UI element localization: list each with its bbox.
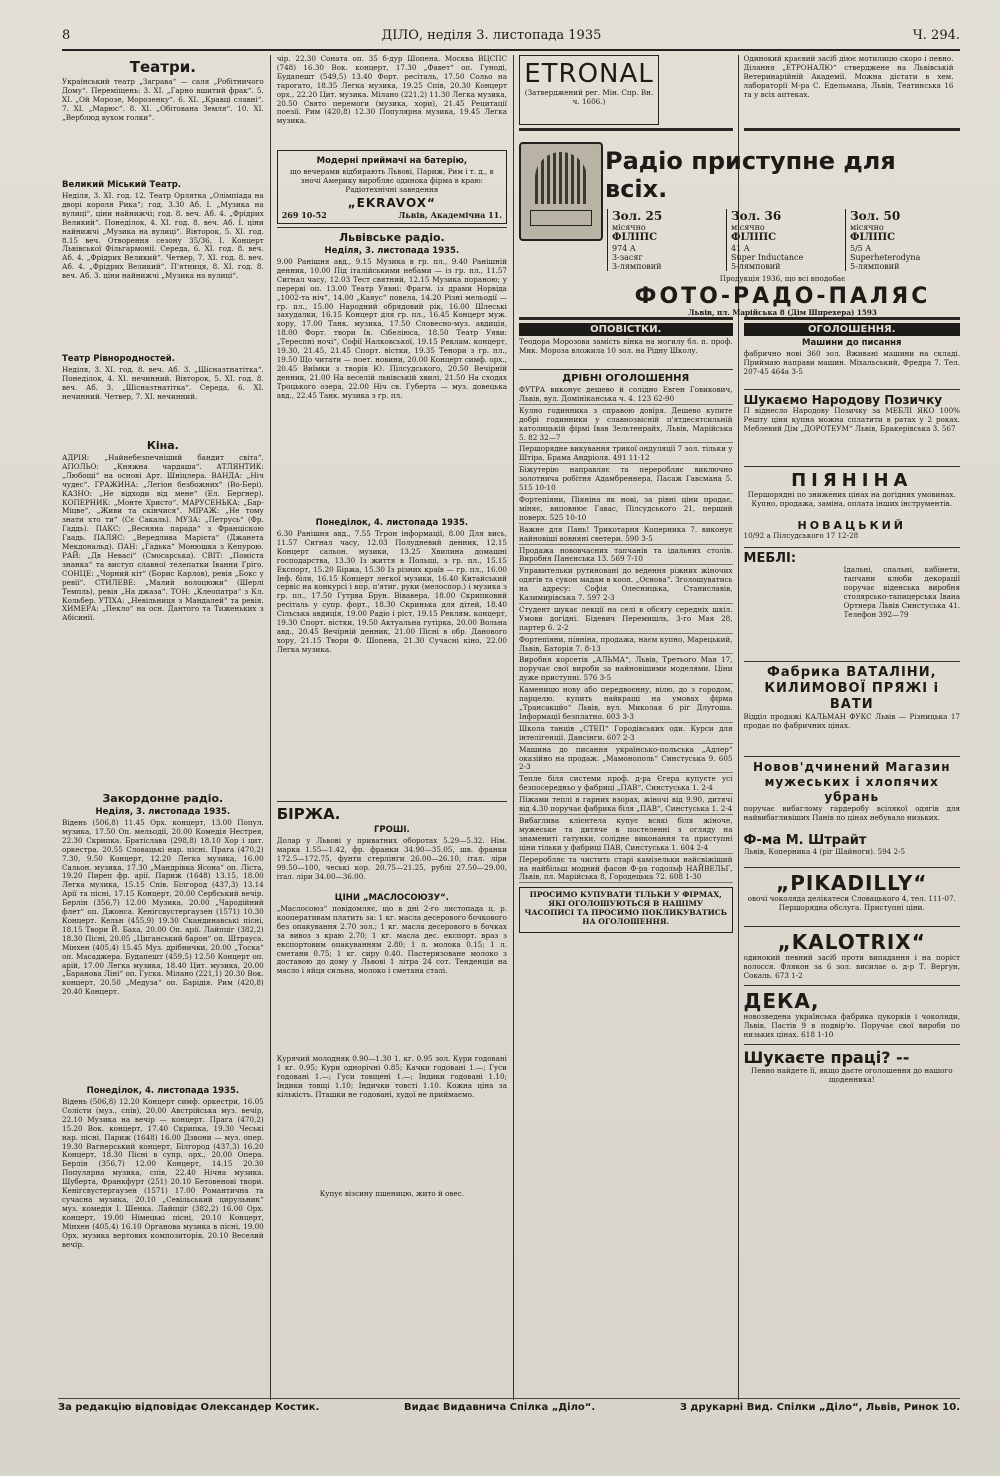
- job-text: Певно найдете її, якщо даєте оголошення до нашого щоденника!: [750, 1067, 953, 1084]
- variety-heading: Театр Рівнородностей.: [62, 354, 175, 364]
- radio-option: [726, 209, 841, 271]
- masthead-line: ДІЛО, неділя 3. листопада 1935: [381, 28, 602, 43]
- etronal-ad: [519, 55, 733, 125]
- ekravox-title: Модерні приймачі на батерію,: [316, 156, 468, 166]
- radio-option-line1: Super Inductance: [731, 253, 804, 262]
- small-ad: Каменицю нову або передвоєнну, вілю, до з городом, парцелю. купить найкращі на умовах фірма „Трансакцйо“ Львів, вул. Миколая 6 ріг Длугоша. Інформації безплатно. 603 3-3: [518, 686, 733, 721]
- deka-text: новозведена українська фабрика цукорків і чоколяди, Львів, Пастів 9 в подвір'ю. Поручає свої вироби по низьких цінах. 618 1-10: [743, 1013, 960, 1039]
- small-ad: Важне для Пань! Трикотарня Коперника 7. виконує найновіші вовняні светери. 590 3-5: [518, 525, 733, 543]
- ekravox-ad: [277, 150, 507, 224]
- radio-ad-content: [515, 147, 960, 329]
- small-ad: Школа танців „СТЕП“ Городівських оди. Курси для інтелігенції. Дансінги. 607 2-3: [518, 724, 733, 742]
- radio-option-model: 41 A: [731, 244, 750, 253]
- ekravox-brand: „EKRAVOX“: [347, 196, 436, 210]
- foreign-monday-text: Відень (506,8) 12.20 Концерт симф. оркестри, 16.05 Солісти (муз., спів), 20.00 Австрійська муз. вечір, 22.10 Музика на вечір — концерт. Прага (470,2) 15.20 Вок. концерт, 17.40 Скрипка, 19.30 Чеські нар. пісні, Париж (1648) 16.00 Дзвони — муз. опер. 19.30 Вагнерський концерт, Білгород (437,3) 16.20 Концерт, 18.30 Пісні в супр. орх., 20.00 Опера. Берлін (356,7) 12.00 Концерт, 14.15 20.30 Популярна музика, спів, 22.40 Нічна музика. Шуберта, Франкфурт (251) 20.10 Бетовенові твори. Кенігсвустергаузен (1571) 17.00 Романтична та сучасна музика, 20.10 „Севільський цирульник“ муз. комедія І. Шенка. Лайпціг (382,2) 16.00 Орх. концерт, 19.00 Німецькі пісні, 20.10 Концерт, Мінхен (405,4) 16.10 Органова музика в пісні, 19.00 Орх. музика вертових композиторів, 20.10 Веселий вечір.: [62, 1098, 264, 1249]
- small-ad: Кулно годинника з справою довіря. Дешево купите добрі годинники у славнозвісній п'ятдесятсильній католицькій фірмі Івав Зельтенрайх, Львів, Марійська 5. 82 32—7: [518, 406, 733, 442]
- job-heading: Шукаєте праці? --: [743, 1048, 910, 1067]
- notices-text: Теодора Морозова замість вінка на могилу бл. п. проф. Мик. Мороза вложила 10 зол. на Рідну Школу.: [518, 338, 733, 355]
- etronal-logo: ETRONAL: [524, 59, 654, 89]
- radio-option-price: Зол. 25: [612, 209, 663, 223]
- loan-text: П віднесло Народову Позичку за МЕБЛІ ЯКО 100% Решту ціни купна можна сплатити в ратах у 2 роках. Меблевий Дім „ДОРОТЕУМ“ Львів, Бракерівська 3. 567: [743, 407, 960, 433]
- lviv-monday-text: 6.30 Ранішня авд., 7.55 Тгрон інформації, 8.00 Для вись, 11.57 Сигнал часу, 12.03 Полудневий денник, 12.15 Концерт сальон. музики, 13.25 Хвилина домашні господарства, 13.30 Із життя в Польщі, з гр. пл., 15.15 Експорт, 15.20 Біржа, 15.30 Із різних країв — гр. пл., 16.00 Інф. біля, 16.15 Концерт легкої музики, 16.40 Китайський сервіс на конкурсі і впр. п'ятиг. руки (мелоспор.) і музика з гр. пл., 17.50 Гутрва Брун. Вівавера, 18.00 Скрипковий ресіталь у супр. форт., 18.30 Скринька для дітей, 18.40 Сільська авдиція, 19.00 Радіо і ріст, 19.15 Реклям. концерт, 19.30 Спорт. вістки, 19.50 Актуальна гутірка, 20.00 Вольна авд., 20.45 Вечірній денник, 21.00 Пісні в обр. Данового хору, 21.15 Твори Ф. Шопена, 21.30 Сучасні кіно, 22.00 Легка музика.: [276, 530, 507, 654]
- wool-text: Відділ продажі КАЛЬМАН ФУКС Львів — Різницька 17 продає по фабричних цінах.: [743, 713, 960, 730]
- small-ad: Піжами теплі в гарних взорах, жіночі від 9.90, дитячі від 4.30 поручає фабрика біля „ПАВ“, Синстуська 1. 2-4: [518, 796, 733, 814]
- exchange-sub: ГРОШІ.: [373, 825, 410, 835]
- prices-text: „Маслосоюз“ повідомляє, що в дні 2-го листопада ц. р. кооперативам платить за: 1 кг. масла десерового бочкового без опакування 2.70 зол.; 1 кг. масла десерового в бочках за вивоз з краю 2.70; 1 кг. масла дес. експорт. враз з експортовим опакуванням 2.80; 1 л. молока 0.15; 1 л. сметани 0.75; 1 кг. сиру 0.40. Пастеризоване молоко з доставою до дому у Львові 1 літра 24 сот. Тенденція на масло і яйця сильна, молоко і сметана сталі.: [276, 905, 507, 976]
- column-1: [62, 55, 271, 1400]
- foreign-sunday-heading: Неділя, 3. листопада 1935.: [95, 807, 231, 817]
- announce-heading: ОГОЛОШЕННЯ.: [744, 323, 960, 336]
- pianos-firm: НОВАЦЬКИЙ: [797, 519, 906, 532]
- radio-option-brand: ФІЛІПС: [731, 232, 777, 243]
- issue-number: Ч. 294.: [912, 28, 960, 43]
- foreign-sunday-text: Відень (506,8) 11.45 Орх. концерт, 13.00 Попул. музика, 17.50 Оп. мельодії, 20.00 Комедія Нестрея, 22.30 Скрипка. Братіслава (298,8) 18.10 Хор і цит. оркестра. 20.55 Словацькі нар. пісні. Прага (470,2) 7.30, 9.50 Концерт, 12.20 Легка музика, 16.00 Сальон. музика, 17.30 „Мандрівка Ясона“ оп. Ліста, 19.20 Пиреп фр. арії. Париж (1648) 13.15, 18.00 Легка музика, 15.15 Спів. Білгород (437,3) 13.14 Арії та пісні, 17.15 Концерт, 20.00 Сербський вечір. Берлін (356,7) 12.00 Музика, 20.00 „Чародійний флет“ оп. Джонса. Кенігсвустергаузен (1571) 10.30 Концерт. Кельн (455,9) 19.30 Скандинавські пісні, 18.15 Твори Й. Баха, 20.00 Оп. арії. Лайпціг (382,2) 18.30 Пісні, 20.05 „Циганський барон“ оп. Штрауса. Мінхен (405,4) 15.45 Муз. дрібнички, 20.00 „Тоска“ оп. Масаджера. Будапешт (459,5) 12.50 Концерт оп. арій, 17.00 Легка музика, 18.40 Цит. музика, 20.00 „Баранова Ліні“ оп. Гуска. Мілано (221,1) 20.30 Вок. концерт, 20.50 „Медуза“ оп. Барідія. Рим (420,8) 20.40 Концерт.: [62, 819, 264, 997]
- foreign-monday-heading: Понеділок, 4. листопада 1935.: [86, 1086, 240, 1096]
- kalotrix-heading: „KALOTRIX“: [777, 930, 926, 954]
- exchange-heading: БІРЖА.: [276, 805, 341, 823]
- pianos-text: Першорядні по знижених цінах на догідних умовинах. Купно, продажа, заміна, оплата інших інструментів.: [747, 491, 956, 508]
- pianos-address: 10/92 а Пілсудського 17 12-28: [743, 532, 859, 540]
- theater-zagrava: Український театр „Заграва“ — саля „Робітничого Дому“. Переміщень: 3. XI. „Гарно вшитий фрак“. 5. XI. „Ой Морозе, Морозенку“. 6. XI. „Кравці славні“. 7. XI. „Марюс“. 8. XI. „Обітована Земля“. 10. XI. „Верблюд вухом голки“.: [62, 78, 264, 122]
- footer-editor: За редакцію відповідає Олександер Костик.: [58, 1402, 320, 1413]
- small-ads-list: [519, 386, 733, 883]
- shop-text: поручає вибаглому гардеробу всілякої одягів для найвибагливіших Панів по цінах небувало низьких.: [743, 805, 960, 822]
- radio-option-brand: ФІЛІПС: [850, 232, 896, 243]
- small-ad: Першорядне викування трикої ондуляції 7 зол. тільки у Штіра, Брама Андріоля. 491 11-12: [518, 445, 733, 463]
- small-ad: Виробня корсетів „АЛЬМА“, Львів, Третього Мая 17, поручає свої вироби за найновішими моделями. Ціни дуже приступні. 576 3-5: [518, 656, 733, 683]
- loan-heading: Шукаємо Народову Позичку: [743, 393, 943, 407]
- small-ad: Фортепіяни, Піяніна як нові, за рівні ціни продає, міняє, виповнює Гавас, Пілсудського 21, перший поверх. 525 10-10: [518, 495, 733, 522]
- variety-text: Неділя, 3. XI. год. 8. веч. Аб. 3. „Шісназтнатітка“. Понеділок, 4. XI. нечинний. Вівторок, 5. XI. год. 8. веч. Аб. 3. „Шісназтнатітка“. Середа, 6. XI. нечинний. Четвер, 7. XI. нечинний.: [62, 366, 264, 401]
- radio-option-label: місячно: [612, 223, 646, 232]
- small-ad: Біжутерію направляє та переробляє виключно золотнича робітня Адамбреннера, Пасаж Гавсмана 5. 515 10-10: [518, 466, 733, 493]
- exchange-text: Долар у Львові у приватних оборотах 5.29—5.32. Нім. марка 1.55—1.42, фр. франки 34.90—35.05, шв. франки 172.5—172.75, фунти стерлінги 26.00—26.10, італ. ліри 99.50—100, чеські кор. 20.75—21.25, рублі 27.50—29.00, італ. ліри 34.00—36.00.: [276, 837, 507, 881]
- cinema-heading: Кіна.: [146, 439, 179, 452]
- small-ad: Продажа нововчасних тапчанів та ідальних столів. Виробня Панєнська 13. 569 7-10: [518, 546, 733, 564]
- footer-printer: З друкарні Вид. Спілки „Діло“, Львів, Ринок 10.: [679, 1402, 960, 1413]
- radio-option-price: Зол. 36: [731, 209, 782, 223]
- radio-option-label: місячно: [731, 223, 765, 232]
- photo-radio-address: Львів, пл. Марійська 8 (Дім Шпрехера) 1593: [688, 308, 877, 317]
- page-number: 8: [62, 28, 71, 43]
- pikadilly-heading: „PIKADILLY“: [776, 871, 928, 895]
- radio-option: [607, 209, 722, 271]
- furniture-text: Їдальні, спальні, кабінети, тапчани клюби декорації поручає віденська виробня столярсько-тапицерська Івана Ортнера Львів Синстуська 41. Телефон 392—79: [843, 566, 960, 619]
- column-2: [271, 55, 514, 1400]
- ekravox-address: Львів, Академічна 11.: [398, 210, 502, 220]
- foreign-radio-heading: Закордонне радіо.: [102, 792, 224, 805]
- great-city-text: Неділя, 3. XI. год. 12. Театр Орлятка „Олімпіада на дворі короля Рика“; год. 3.30 Аб. І. „Музика на вулиці“, ціни найнижчі; год. 8. веч. Аб. 4. „Фрідрих Великий“. Понеділок, 4. XI. год. 8. веч. Аб. І. ціни найнижчі „Музика на вулиці“. Вівторок, 5. XI. год. 8.15 веч. Отворення сезону 35/36, І. Концерт Львівської Фільгармонії. Середа, 6. XI. год. 8. веч. Аб. 4. „Фрідрих Великий“. Четвер, 7. XI. год. 8. веч. Аб. 4. „Фрідрих Великий“. П'ятниця, 8. XI. год. 8. веч. Аб. 3. ціни найнижчі „Музика на вулиці“.: [62, 192, 264, 281]
- lviv-sunday-text: 9.00 Ранішня авд., 9.15 Музика в гр. пл., 9.40 Ранішній денник, 10.00 Під італійськими небами — із гр. пл., 11.57 Сигнал часу, 12.03 Тест святний, 12.15 Музика пораною; у перерві оп. 13.00 Театр Уявні: Фрагм. із драми Норвіда „1002-та ніч“, 14.00 „Каяус“ повела, 14.20 Різні мельодії — гр. пл., 15.00 Народний обрядовий рік, 16.00 Шлеські захудалки, 16.15 Концерт для гр. пл., 16.45 Концерт муж. хору, 17.00 Танк. музика, 17.50 Словесно-муз. авдиція, 18.00 Форт. твори Ів. Сібеліюса, 18.50 Театр Уяви: „Тереспні ночі“, Софії Налковської, 19.15 Реклам. концерт, 19.30, 21.45, 21.45 Спорт. вістки, 19.35 Тенори з гр. пл., 19.50 Що читати — поет. новини, 20.00 Концерт симф. орх., 20.45 Виїмки з творів Ю. Пілсудського, 20.50 Вечірній денник, 21.00 На веселій львівській хвилі, 21.50 На сходах Троцького озера, 22.00 Ніч св. Губерта — муз. довецька авд., 22.45 Танк. музика з гр. пл.: [276, 258, 507, 400]
- prices-heading: ЦІНИ „МАСЛОСОЮЗУ“.: [334, 893, 449, 903]
- shop-address: Львів, Коперника 4 (ріг Шайноги). 594 2-5: [743, 848, 906, 856]
- radio-headline: Радіо приступне для всіх.: [605, 147, 896, 203]
- small-ads-heading: ДРІБНІ ОГОЛОШЕННЯ: [562, 373, 690, 384]
- footer-publisher: Видає Видавнича Спілка „Діло“.: [404, 1402, 596, 1413]
- notices-heading: ОПОВІСТКИ.: [519, 323, 733, 336]
- plea-text: ПРОСИМО КУПУВАТИ ТІЛЬКИ У ФІРМАХ, ЯКІ ОГОЛОШУЮТЬСЯ В НАШІМУ ЧАСОПИСІ ТА ПРОСИМО ПОКЛИКУВАТИСЬ НА ОГОЛОШЕННЯ.: [524, 891, 728, 927]
- etronal-registration: (Затверджений рег. Мін. Спр. Вн. ч. 1606.): [524, 89, 654, 106]
- theaters-heading: Театри.: [129, 58, 196, 76]
- radio-option-line2: 5-лямповий: [731, 262, 781, 271]
- pianos-heading: ПІЯНІНА: [791, 470, 913, 491]
- lviv-radio-heading: Львівське радіо.: [339, 231, 445, 244]
- radio-option-label: місячно: [850, 223, 884, 232]
- radio-option-line2: 5-лямповий: [850, 262, 900, 271]
- radio-option: [845, 209, 960, 271]
- lviv-sunday-heading: Неділя, 3. листопада 1935.: [324, 246, 460, 256]
- grain-text: Купує візсину пшеницю, жито й овес.: [319, 1190, 464, 1198]
- photo-radio-palace: ФОТО-РАДО-ПАЛЯС: [634, 283, 931, 309]
- radio-option-model: 5/5 A: [850, 244, 872, 253]
- pikadilly-text: овочі чоколяда делікатеси Словацького 4, тел. 111-07. Першорядна обслуга. Приступні ціни.: [747, 895, 956, 912]
- wool-heading: Фабрика ВАТАЛІНИ, КИЛИМОВОЇ ПРЯЖІ і ВАТИ: [764, 665, 940, 712]
- small-ad: Тепле біля системи проф. д-ра Єгера купуєте усі безпосередньо у фабриці „ПАВ“, Синстуська 1. 2-4: [518, 775, 733, 793]
- shop-firm: Ф-ма М. Штрайт: [743, 833, 867, 848]
- page-footer: [58, 1398, 960, 1413]
- furniture-heading: МЕБЛІ:: [743, 551, 797, 566]
- radio-option-line2: 3-лямповий: [612, 262, 662, 271]
- poultry-text: Курячий молодняк 0.90—1.30 1. кг. 0.95 зол. Кури годовані 1 кг. 0.95; Кури однорічні 0.85; Качки годовані 1.—; Гуси годовані 1.—; Гуси товщені 1.—; Індики годовані 1.10; Індики товщі 1.10; Індички товсті 1.10. Кожна ціна за кількість. Пташки не годовані, худої не приймаємо.: [276, 1055, 507, 1099]
- lviv-monday-heading: Понеділок, 4. листопада 1935.: [315, 518, 469, 528]
- radio-option-line1: 3-засяг: [612, 253, 643, 262]
- deka-heading: ДЕКА,: [743, 989, 820, 1013]
- etronal-text: Одинокий краєвий засіб діює мотилицю скоро і певно. Ділання „ЕТРОНАЛЮ“ стверджене на Львівській Ветеринарійній Академії. Можна дістати в хем. лабораторії М-ра С. Едельмана, Львів, Театинська 16 та у всіх аптеках.: [743, 55, 954, 99]
- radio-production: Продукція 1936, що всі вподобає: [719, 275, 846, 283]
- typewriters-heading: Машини до писання: [802, 338, 902, 348]
- page-header: [62, 28, 960, 51]
- radio-option-model: 974 A: [612, 244, 636, 253]
- small-ad: Переробляє та чистить старі камізельки найсвіжіший на найбільш модний фасон Ф-ра годольф НАЙВЕЛЬГ, Львів, пл. Марійська 8, Городецька 72. 608 1-30: [518, 855, 733, 882]
- ekravox-text: що вечерами відбирають Львові, Париж, Рим і т. д., в зночі Америку виробляє одинока фірма в краю: Радіотехнічні заведення: [290, 168, 494, 194]
- small-ad: Фортепіяни, піяніна, продажа, наєм купно, Марецький, Львів, Баторія 7. 8-13: [518, 635, 733, 653]
- small-ad: Студент шукає лекції на селі в обсягу середніх шкіл. Умови догідні. Бідевич Перемишль, 3-го Мая 28, партер 6. 2-2: [518, 605, 733, 632]
- great-city-heading: Великий Міський Театр.: [62, 180, 182, 190]
- kalotrix-text: одинокий певний засіб проти випадання і на поріст волосся. Флякон за 6 зол. висилає о. д-р Т. Вергун, Сокаль. 673 1-2: [743, 954, 960, 980]
- small-ad: Машина до писання українсько-польська „Адлер“ оказійно на продаж. „Мамонополь“ Синстуська 9. 605 2-3: [518, 745, 733, 772]
- cinema-text: АДРІЯ: „Найнебезпечніший бандит світа“. АПОЛЬО: „Княжна чардаша“. АТЛЯНТИК: „Любощі“ на основі Арт. Шніцлера. ВАНДА: „Ніч чудес“. ГРАЖИНА: „Легіон безбожних“ (Во-Бері). КАЗНО: „Не відходи від мене“ (Ел. Бергнер). КОПЕРНИК: „Монте Христо“. МАРУСЕНЬКА: „Бар-Міцве“, „Живи та скінчися“. МІРАЖ: „Не тому знати хто ти“ (Сє Сакаль). МУЗА: „Петрусь“ (Фр. Гаддь). ПАКС: „Весняна парада“ з Франціскою Гаадь. ПАЛЯС: „Вередлива Марієта“ (Джанета Мекдональд). ПАН: „Гадька“ Монюшка з Кепурою. РАЙ: „Дв Невасі“ (Смосарська). СВІТ: „Поміста знанка“ та виступ славної телепатки Іванни Гріго. СОНЦЕ: „Чорний кіт“ (Борис Карлов), ревія „Бокс у ревії“. СТИЛЕВЕ: „Малий волоцюжи“ (Шерлі Темпль), ревія „На джаза“. ТОН: „Клеопатра“ з Кл. Кольбер. УТІХА: „Невільниця з Мандалей“ та ревія. ХИМЕРА: „Пекло“ на осн. Дантого та Тиженьких з Абісинії.: [62, 454, 264, 623]
- radio-option-brand: ФІЛІПС: [612, 232, 658, 243]
- plea-box: [519, 887, 733, 933]
- radio-option-line1: Superheterodyna: [850, 253, 921, 262]
- radio-continuation: чір. 22.30 Соната оп. 35 б-дур Шопена. Москва ВЦСПС (748) 16.30 Вок. концерт, 17.30 „Фавет“ оп. Гуноді, Будапешт (549,5) 13.40 Форт. ресіталь, 17.50 Сольо на тарогато, 18.35 Легка музика, 19.25 Спів, 20.30 Концерт орх., 22.20 Цит. музика. Мілано (221,2) 11.30 Легка музика, 20.50 Свято перемоги (музика, хори), 21.45 Рецитації поезії. Рим (420,8) 12.30 Популярна музика, 19.45 Легка музика.: [276, 55, 507, 126]
- small-ad: Управительки рутиновані до ведення ріжних жіночих одягів та сукон мадам в кооп. „Основа“. Зголошуватись на адресу: Софія Олесницька, Станиславів, Казимирівська 7. 597 2-3: [518, 567, 733, 603]
- radio-options: [607, 209, 960, 271]
- radio-option-price: Зол. 50: [850, 209, 901, 223]
- ekravox-number: 269 10-52: [281, 210, 327, 220]
- small-ad: Вибаглива клієнтела купує всякі біля жіноче, мужеське та дитяче в постеленні з огляду на знамениті гатунки, солідне виконання та приступні ціни тільки у фабриці ПАВ, Синстуська 1. 604 2-4: [518, 816, 733, 852]
- small-ad: ФУТРА виконує дешево й солідно Евген Говикович, Львів, вул. Домініканська ч. 4. 123 62-90: [518, 386, 733, 403]
- typewriters-text: фабрично нові 360 зол. Вживані машини на складі. Приймаю направи машин. Міхальський, Фредра 7. Тел. 207-45 464а 3-5: [743, 350, 960, 376]
- shop-heading: Новов'дчинений Магазин мужеських і хлопячих убрань: [752, 760, 951, 804]
